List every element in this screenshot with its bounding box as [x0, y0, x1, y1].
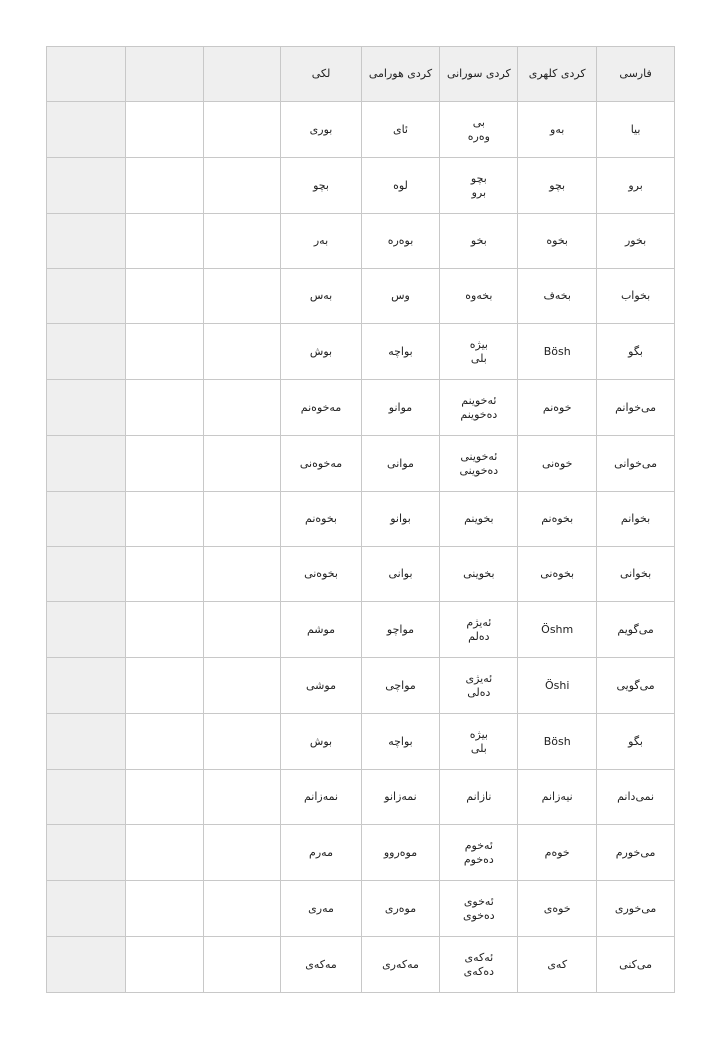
table-cell — [518, 770, 597, 825]
table-cell — [125, 825, 203, 881]
table-cell — [597, 214, 675, 269]
cell-text: بخوە — [546, 234, 568, 247]
table-cell — [281, 492, 361, 547]
table-cell — [203, 269, 281, 324]
table-cell — [518, 269, 597, 324]
cell-text: می‌خوری — [614, 901, 657, 915]
table-cell — [518, 324, 597, 380]
table-cell — [47, 825, 126, 881]
cell-text: بخوەنی — [540, 567, 575, 580]
cell-text: بخوانی — [620, 567, 652, 580]
table-cell — [518, 825, 597, 881]
header-cell-6 — [203, 47, 281, 102]
cell-text: کەی — [547, 957, 568, 971]
table-cell — [518, 380, 597, 436]
table-row — [47, 436, 675, 492]
table-cell — [597, 658, 675, 714]
cell-text: بیژە بلی — [469, 337, 488, 365]
table-cell — [597, 602, 675, 658]
table-cell — [281, 269, 361, 324]
table-cell — [518, 158, 597, 214]
table-cell — [203, 547, 281, 602]
cell-text: نمی‌دانم — [617, 790, 655, 803]
table-cell — [47, 269, 126, 324]
table-cell — [125, 658, 203, 714]
table-cell — [281, 380, 361, 436]
table-cell — [281, 547, 361, 602]
cell-text: بخور — [624, 234, 647, 247]
table-cell — [47, 492, 126, 547]
cell-text: Bösh — [543, 344, 571, 358]
table-cell — [203, 937, 281, 993]
table-cell — [47, 214, 126, 269]
cell-text: موەری — [384, 901, 417, 915]
table-cell — [47, 102, 126, 158]
cell-text: نازانم — [466, 790, 492, 803]
table-cell — [281, 324, 361, 380]
table-cell — [361, 436, 440, 492]
cell-text: Bösh — [543, 734, 571, 748]
table-cell — [361, 324, 440, 380]
table-cell — [125, 881, 203, 937]
table-cell — [281, 714, 361, 770]
table-cell — [203, 436, 281, 492]
cell-text: ئەیژم دەلم — [466, 615, 492, 643]
table-cell — [440, 658, 518, 714]
table-cell — [518, 937, 597, 993]
cell-text: وس — [391, 289, 410, 302]
vocabulary-table — [46, 46, 675, 993]
table-cell — [361, 825, 440, 881]
cell-text: بخوەنی — [304, 567, 338, 580]
cell-text: بخەف — [543, 289, 571, 302]
table-cell — [440, 492, 518, 547]
table-row — [47, 881, 675, 937]
table-cell — [518, 214, 597, 269]
table-cell — [361, 547, 440, 602]
table-cell — [203, 102, 281, 158]
cell-text: خوەم — [544, 845, 570, 859]
table-cell — [361, 714, 440, 770]
table-cell — [597, 102, 675, 158]
table-cell — [440, 380, 518, 436]
table-cell — [281, 937, 361, 993]
cell-text: مواچی — [385, 678, 416, 692]
cell-text: بخوانم — [620, 512, 651, 525]
table-cell — [47, 602, 126, 658]
cell-text: خوەنی — [541, 456, 573, 470]
header-hawrami: کردی هورامی — [361, 47, 440, 102]
table-cell — [47, 380, 126, 436]
table-cell — [125, 770, 203, 825]
table-cell — [203, 214, 281, 269]
table-cell — [281, 658, 361, 714]
table-cell — [203, 770, 281, 825]
cell-text: ئای — [392, 122, 408, 136]
cell-text: بوش — [309, 344, 333, 358]
cell-text: بخەوە — [465, 289, 493, 302]
table-cell — [440, 102, 518, 158]
cell-text: می‌گویی — [616, 678, 655, 692]
cell-text: ئەخوینم دەخوینم — [460, 393, 498, 421]
table-cell — [125, 937, 203, 993]
table-cell — [518, 102, 597, 158]
table-cell — [597, 937, 675, 993]
table-row — [47, 602, 675, 658]
table-cell — [281, 602, 361, 658]
table-row — [47, 380, 675, 436]
cell-text: بگو — [628, 734, 643, 748]
table-cell — [47, 770, 126, 825]
table-row — [47, 102, 675, 158]
cell-text: Öshi — [544, 678, 570, 692]
table-row — [47, 714, 675, 770]
cell-text: می‌خوانم — [615, 400, 657, 414]
cell-text: مەخوەنی — [299, 456, 343, 470]
table-cell — [125, 324, 203, 380]
table-cell — [518, 714, 597, 770]
table-cell — [518, 436, 597, 492]
header-cell-8 — [47, 47, 126, 102]
table-row — [47, 547, 675, 602]
table-cell — [47, 714, 126, 770]
table-cell — [203, 714, 281, 770]
cell-text: ئەخوم دەخوم — [463, 838, 494, 866]
cell-text: می‌گویم — [617, 622, 654, 636]
cell-text: می‌خوانی — [614, 456, 657, 470]
table-row — [47, 269, 675, 324]
table-cell — [203, 492, 281, 547]
cell-text: بواچە — [388, 734, 413, 748]
header-cell-7 — [125, 47, 203, 102]
cell-text: مەخوەنم — [300, 400, 342, 414]
table-cell — [597, 825, 675, 881]
cell-text: بخوینی — [463, 567, 495, 580]
table-cell — [361, 158, 440, 214]
table-cell — [47, 436, 126, 492]
table-cell — [281, 825, 361, 881]
cell-text: بوانی — [388, 567, 413, 580]
cell-text: نیەزانم — [541, 790, 573, 803]
table-cell — [440, 881, 518, 937]
table-cell — [440, 714, 518, 770]
table-cell — [597, 324, 675, 380]
table-cell — [361, 658, 440, 714]
table-cell — [361, 881, 440, 937]
table-cell — [203, 825, 281, 881]
table-cell — [440, 324, 518, 380]
table-cell — [597, 436, 675, 492]
cell-text: بخو — [470, 234, 487, 247]
cell-text: می‌کنی — [619, 957, 652, 971]
cell-text: خوەی — [543, 901, 571, 915]
table-cell — [203, 881, 281, 937]
table-cell — [361, 269, 440, 324]
table-cell — [125, 158, 203, 214]
table-cell — [281, 770, 361, 825]
table-cell — [597, 492, 675, 547]
table-cell — [203, 380, 281, 436]
cell-text: بخوەنم — [305, 512, 337, 525]
table-cell — [361, 102, 440, 158]
table-cell — [597, 770, 675, 825]
table-cell — [47, 937, 126, 993]
table-cell — [597, 380, 675, 436]
table-cell — [203, 658, 281, 714]
table-cell — [440, 770, 518, 825]
cell-text: موانو — [388, 400, 413, 414]
cell-text: بەر — [313, 234, 329, 247]
cell-text: موانی — [387, 456, 414, 470]
cell-text: مواچو — [386, 622, 415, 636]
header-row — [47, 47, 675, 102]
cell-text: بوش — [309, 734, 333, 748]
table-cell — [281, 436, 361, 492]
cell-text: بیا — [630, 122, 641, 136]
table-cell — [597, 881, 675, 937]
table-row — [47, 492, 675, 547]
table-row — [47, 158, 675, 214]
table-cell — [361, 602, 440, 658]
table-cell — [203, 324, 281, 380]
table-row — [47, 937, 675, 993]
table-cell — [518, 492, 597, 547]
table-row — [47, 214, 675, 269]
table-cell — [440, 547, 518, 602]
table-row — [47, 658, 675, 714]
table-cell — [440, 825, 518, 881]
table-cell — [47, 881, 126, 937]
table-cell — [47, 547, 126, 602]
table-cell — [440, 269, 518, 324]
table-cell — [597, 158, 675, 214]
table-cell — [125, 547, 203, 602]
table-cell — [597, 714, 675, 770]
table-cell — [440, 436, 518, 492]
cell-text: می‌خورم — [615, 845, 656, 859]
header-kalhori: کردی کلهری — [518, 47, 597, 102]
cell-text: بواچە — [388, 344, 413, 358]
table-cell — [125, 102, 203, 158]
cell-text: بخواب — [620, 289, 651, 302]
table-cell — [281, 102, 361, 158]
cell-text: ئەکەی دەکەی — [463, 950, 495, 978]
table-row — [47, 825, 675, 881]
table-cell — [518, 602, 597, 658]
table-cell — [518, 547, 597, 602]
cell-text: بخوەنم — [541, 512, 574, 525]
table-cell — [125, 269, 203, 324]
table-cell — [518, 658, 597, 714]
table-cell — [518, 881, 597, 937]
cell-text: بچو برو — [470, 171, 487, 199]
cell-text: مەکەری — [382, 957, 419, 971]
cell-text: بوانو — [390, 512, 411, 525]
cell-text: موشم — [306, 622, 336, 636]
cell-text: خوەنم — [542, 400, 572, 414]
table-cell — [361, 937, 440, 993]
table-cell — [125, 714, 203, 770]
cell-text: بەس — [309, 289, 333, 302]
cell-text: بخوینم — [464, 512, 494, 525]
cell-text: بگو — [628, 344, 643, 358]
table-cell — [47, 658, 126, 714]
table-cell — [361, 380, 440, 436]
cell-text: مەرم — [309, 845, 333, 859]
cell-text: بیژە بلی — [469, 727, 488, 755]
table-cell — [281, 158, 361, 214]
table-cell — [597, 269, 675, 324]
table-cell — [281, 881, 361, 937]
table-cell — [281, 214, 361, 269]
table-cell — [125, 436, 203, 492]
cell-text: بچو — [313, 178, 329, 192]
table-cell — [440, 158, 518, 214]
table-cell — [125, 602, 203, 658]
cell-text: مەکەی — [305, 957, 337, 971]
table-cell — [440, 937, 518, 993]
cell-text: لوە — [393, 178, 408, 192]
cell-text: مەری — [308, 901, 334, 915]
header-farsi: فارسی — [597, 47, 675, 102]
cell-text: ئەیژی دەلی — [465, 671, 493, 699]
cell-text: نمەزانم — [303, 790, 339, 803]
table-cell — [203, 602, 281, 658]
cell-text: Öshm — [541, 622, 574, 636]
table-cell — [47, 158, 126, 214]
table-cell — [125, 380, 203, 436]
cell-text: ئەخوی دەخوی — [462, 894, 495, 922]
table-cell — [125, 214, 203, 269]
table-cell — [597, 547, 675, 602]
table-cell — [203, 158, 281, 214]
cell-text: موەروو — [383, 845, 418, 859]
cell-text: بی وەرە — [467, 115, 490, 143]
cell-text: بوەرە — [387, 234, 414, 247]
table-cell — [47, 324, 126, 380]
cell-text: بچو — [549, 178, 566, 192]
cell-text: ئەخوینی دەخوینی — [459, 449, 499, 477]
header-lakī: لکی — [281, 47, 361, 102]
cell-text: نمەزانو — [384, 790, 417, 803]
cell-text: موشی — [306, 678, 336, 692]
table-cell — [361, 214, 440, 269]
table-cell — [125, 492, 203, 547]
table-row — [47, 770, 675, 825]
table-cell — [361, 492, 440, 547]
cell-text: بوری — [309, 122, 333, 136]
table-cell — [361, 770, 440, 825]
table-row — [47, 324, 675, 380]
cell-text: بەو — [550, 122, 565, 136]
table-cell — [440, 214, 518, 269]
table-cell — [440, 602, 518, 658]
header-sorani: کردی سورانی — [440, 47, 518, 102]
cell-text: برو — [628, 178, 643, 192]
